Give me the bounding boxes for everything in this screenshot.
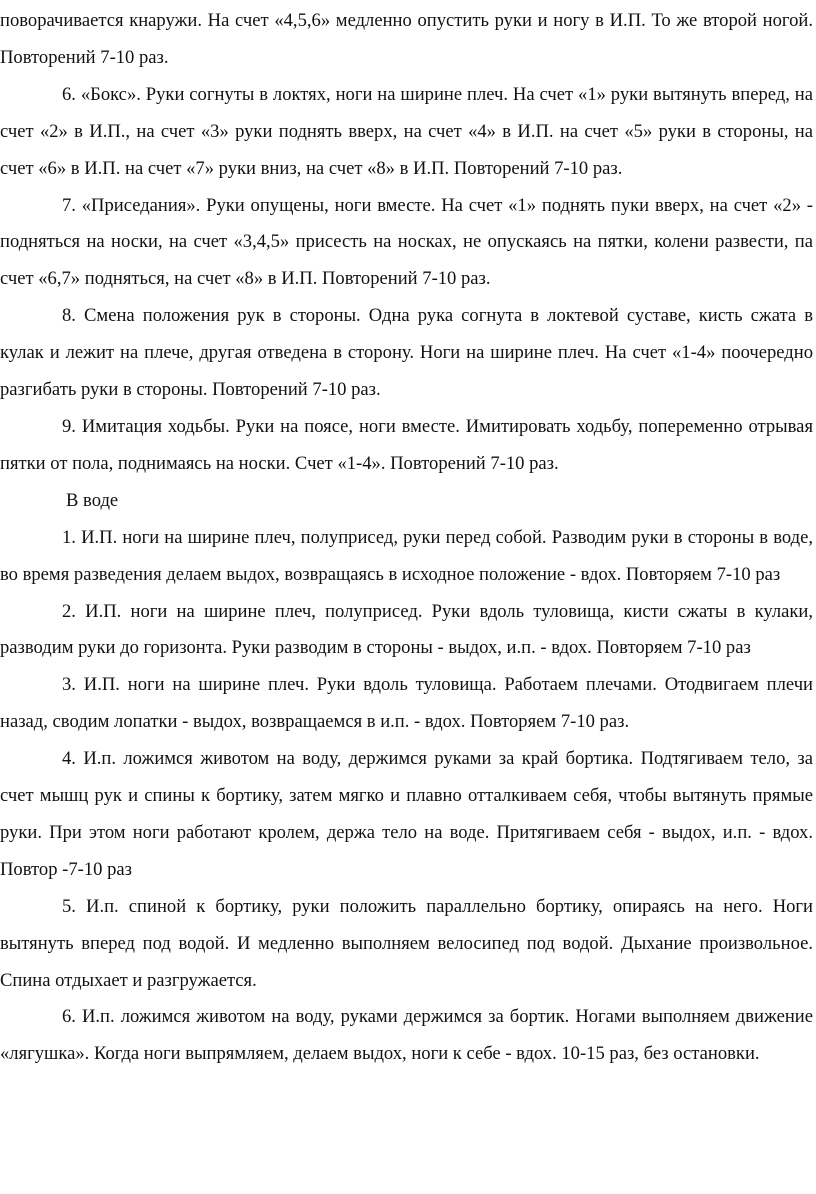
paragraph-water-exercise-6: 6. И.п. ложимся животом на воду, руками держимся за бортик. Ногами выполняем движение «лягушка». Когда ноги выпрямляем, делаем выдох, ноги к себе - вдох. 10-15 раз, без остановки. (0, 1006, 813, 1065)
paragraph-exercise-8-arms: 8. Смена положения рук в стороны. Одна рука согнута в локтевой суставе, кисть сжата в кулак и лежит на плече, другая отведена в сторону. Ноги на ширине плеч. На счет «1-4» поочередно разгибать руки в стороны. Повторений 7-10 раз. (0, 305, 813, 401)
paragraph-water-exercise-5: 5. И.п. спиной к бортику, руки положить параллельно бортику, опираясь на него. Ноги вытянуть вперед под водой. И медленно выполняем велосипед под водой. Дыхание произвольное. Спина отдыхает и разгружается. (0, 895, 813, 991)
paragraph-exercise-7-squats: 7. «Приседания». Руки опущены, ноги вместе. На счет «1» поднять пуки вверх, на счет «2» - подняться на носки, на счет «3,4,5» присесть на носках, не опускаясь на пятки, колени развести, па счет «6,7» подняться, на счет «8» в И.П. Повторений 7-10 раз. (0, 194, 813, 290)
paragraph-exercise-6-boxing: 6. «Бокс». Руки согнуты в локтях, ноги на ширине плеч. На счет «1» руки вытянуть вперед, на счет «2» в И.П., на счет «3» руки поднять вверх, на счет «4» в И.П. на счет «5» руки в стороны, на счет «6» в И.П. на счет «7» руки вниз, на счет «8» в И.П. Повторений 7-10 раз. (0, 83, 813, 179)
paragraph-water-exercise-4: 4. И.п. ложимся животом на воду, держимся руками за край бортика. Подтягиваем тело, за счет мышц рук и спины к бортику, затем мягко и плавно отталкиваем себя, чтобы вытянуть прямые руки. При этом ноги работают кролем, держа тело на воде. Притягиваем себя - выдох, и.п. - вдох. Повтор -7-10 раз (0, 748, 813, 880)
paragraph-water-exercise-2: 2. И.П. ноги на ширине плеч, полуприсед. Руки вдоль туловища, кисти сжаты в кулаки, разводим руки до горизонта. Руки разводим в стороны - выдох, и.п. - вдох. Повторяем 7-10 раз (0, 600, 813, 659)
paragraph-exercise-9-walking: 9. Имитация ходьбы. Руки на поясе, ноги вместе. Имитировать ходьбу, попеременно отрывая пятки от пола, поднимаясь на носки. Счет «1-4». Повторений 7-10 раз. (0, 415, 813, 474)
paragraph-water-exercise-1: 1. И.П. ноги на ширине плеч, полуприсед, руки перед собой. Разводим руки в стороны в воде, во время разведения делаем выдох, возвращаясь в исходное положение - вдох. Повторяем 7-10 раз (0, 526, 813, 585)
paragraph-continuation: поворачивается кнаружи. На счет «4,5,6» медленно опустить руки и ногу в И.П. То же второй ногой. Повторений 7-10 раз. (0, 10, 813, 68)
paragraph-water-exercise-3: 3. И.П. ноги на ширине плеч. Руки вдоль туловища. Работаем плечами. Отодвигаем плечи назад, сводим лопатки - выдох, возвращаемся в и.п. - вдох. Повторяем 7-10 раз. (0, 674, 813, 733)
section-heading-in-water: В воде (66, 489, 119, 511)
